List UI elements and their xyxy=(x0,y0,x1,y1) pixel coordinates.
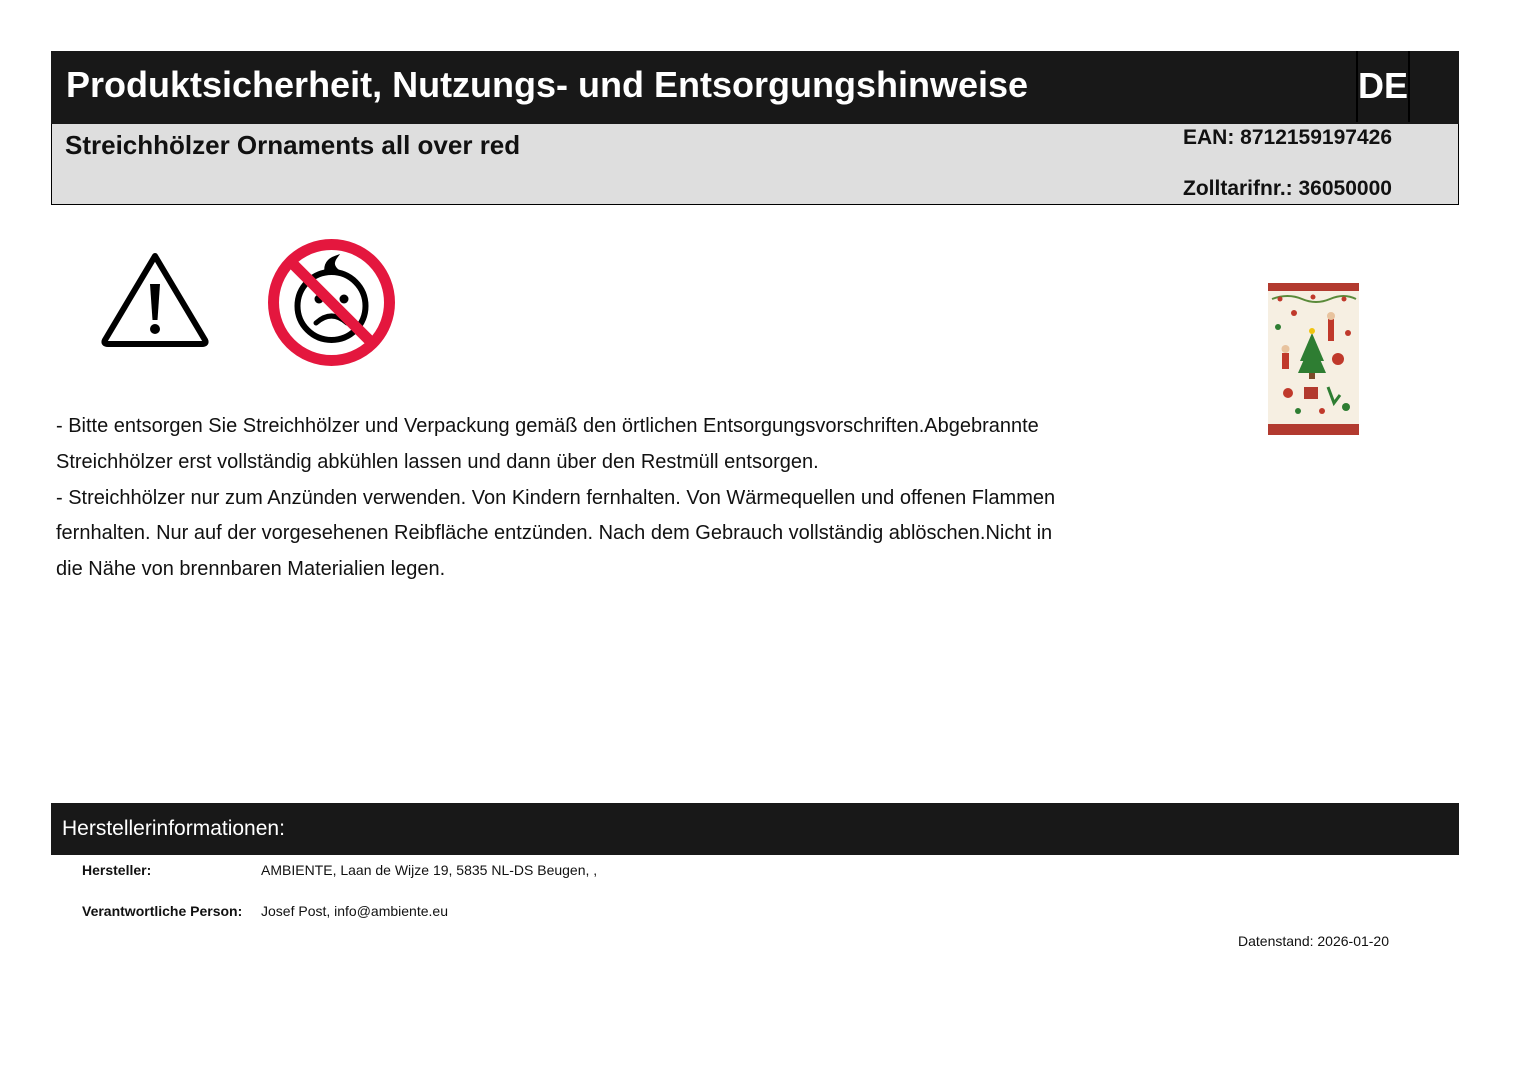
usage-instruction: - Streichhölzer nur zum Anzünden verwenden. Von Kindern fernhalten. Von Wärmequellen und offenen Flammen fernhalten. Nur auf der vorgesehenen Reibfläche entzünden. Nach dem Gebrauch vollständig ablöschen.Nicht in die Nähe von brennbaren Materialien legen. xyxy=(56,486,1056,581)
product-image xyxy=(1268,283,1359,435)
manufacturer-value: AMBIENTE, Laan de Wijze 19, 5835 NL-DS Beugen, , xyxy=(261,862,598,878)
not-for-children-icon xyxy=(266,237,397,368)
disposal-instruction: - Bitte entsorgen Sie Streichhölzer und Verpackung gemäß den örtlichen Entsorgungsvorschriften.Abgebrannte Streichhölzer erst vollständig abkühlen lassen und dann über den Restmüll entsorgen. xyxy=(56,415,1039,473)
header-bar xyxy=(51,51,1459,124)
responsible-person-value: Josef Post, info@ambiente.eu xyxy=(261,903,448,919)
manufacturer-label: Hersteller: xyxy=(82,862,152,878)
warning-triangle-icon xyxy=(99,250,211,348)
product-info-bar xyxy=(51,124,1459,205)
data-date: Datenstand: 2026-01-20 xyxy=(1238,933,1389,949)
responsible-person-label: Verantwortliche Person: xyxy=(82,903,243,919)
manufacturer-section-title: Herstellerinformationen: xyxy=(62,817,285,840)
manufacturer-header xyxy=(51,803,1459,855)
page-title: Produktsicherheit, Nutzungs- und Entsorgungshinweise xyxy=(66,64,1029,105)
ean-code: EAN: 8712159197426 xyxy=(1183,126,1392,149)
instructions-text xyxy=(56,409,1066,588)
tariff-number: Zolltarifnr.: 36050000 xyxy=(1183,177,1392,200)
product-name: Streichhölzer Ornaments all over red xyxy=(65,130,521,160)
language-badge: DE xyxy=(1356,51,1410,122)
